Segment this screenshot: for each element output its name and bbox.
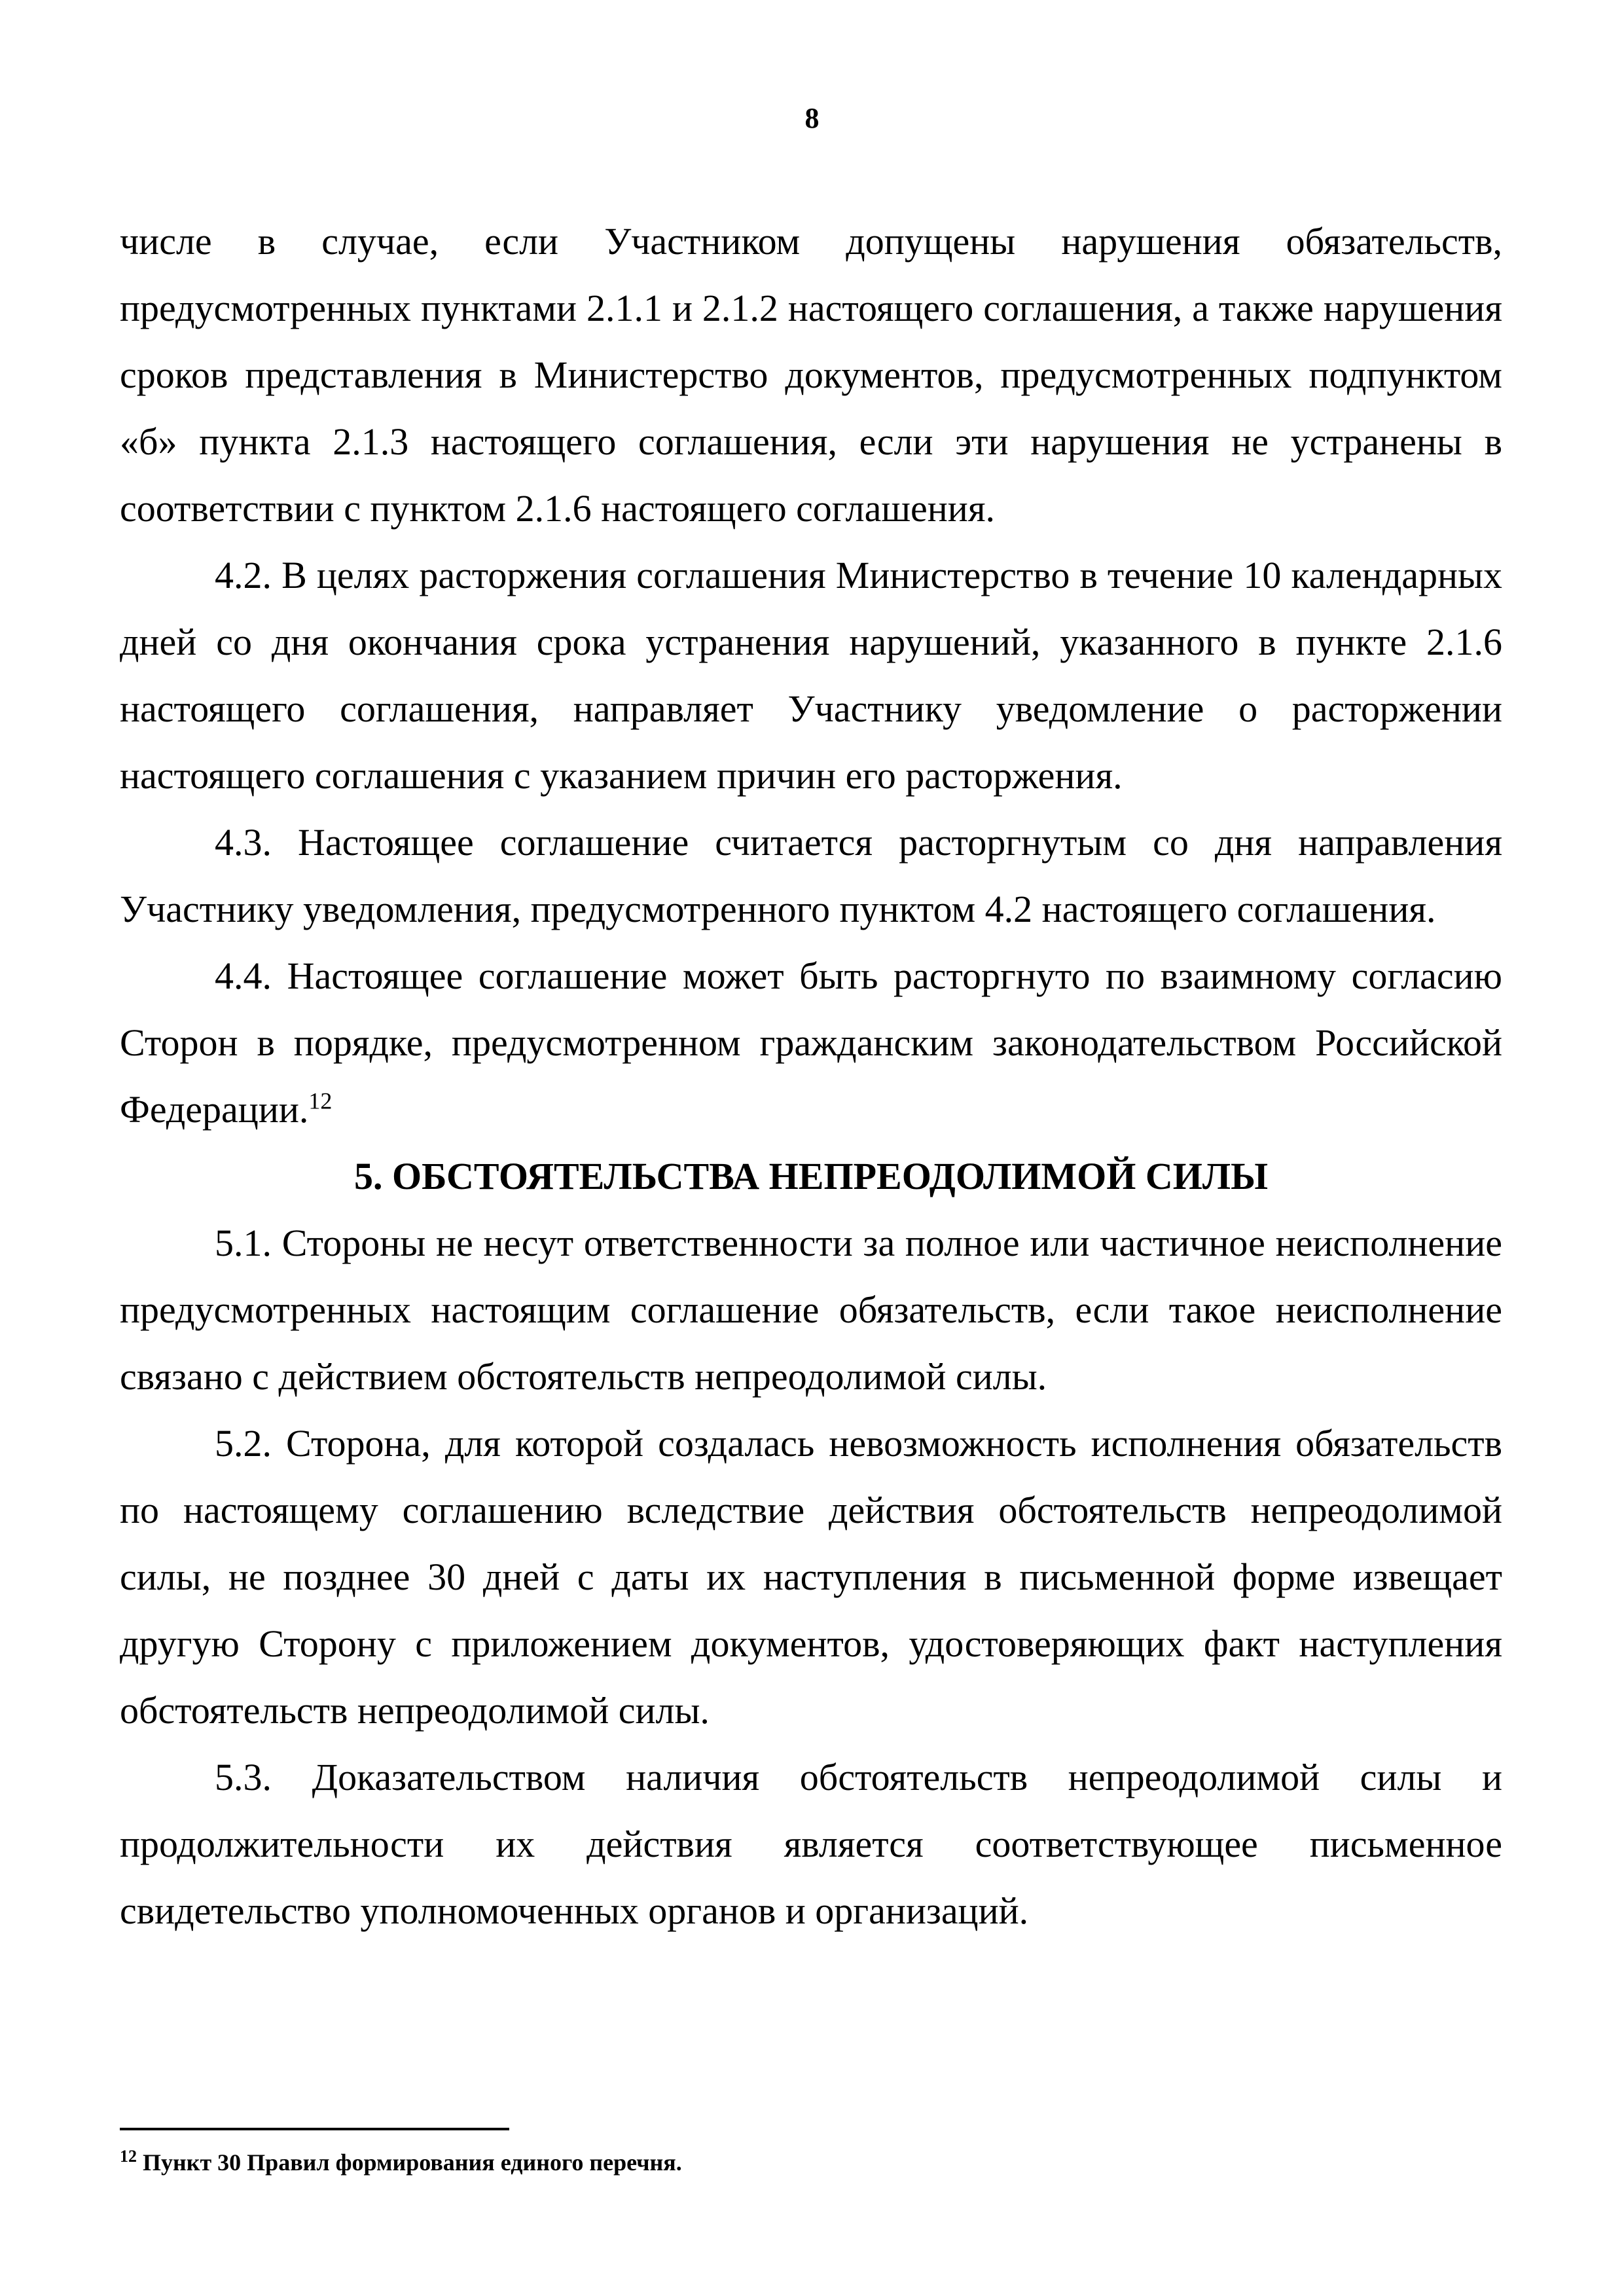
paragraph-continued: числе в случае, если Участником допущены нарушения обязательств, предусмотренных пунктами 2.1.1 и 2.1.2 настоящего соглашения, а также нарушения сроков представления в Министерство документов, предусмотренных подпунктом «б» пункта 2.1.3 настоящего соглашения, если эти нарушения не устранены в соответствии с пунктом 2.1.6 настоящего соглашения. [120,220,1502,530]
page-number: 8 [804,102,820,134]
footnote-separator [120,2128,509,2130]
section-5-heading: 5. ОБСТОЯТЕЛЬСТВА НЕПРЕОДОЛИМОЙ СИЛЫ [353,1155,1269,1197]
footnote-marker: 12 [120,2147,137,2166]
paragraph-4-4-text: 4.4. Настоящее соглашение может быть расторгнуто по взаимному согласию Сторон в порядке, предусмотренном гражданским законодательством Российской Федерации. [120,955,1502,1131]
paragraph-4-3: 4.3. Настоящее соглашение считается расторгнутым со дня направления Участнику уведомления, предусмотренного пунктом 4.2 настоящего соглашения. [120,821,1502,930]
footnote [120,2146,1502,2179]
paragraph-4-4 [120,943,1502,1143]
paragraph-4-2: 4.2. В целях расторжения соглашения Министерство в течение 10 календарных дней со дня окончания срока устранения нарушений, указанного в пункте 2.1.6 настоящего соглашения, направляет Участнику уведомление о расторжении настоящего соглашения с указанием причин его расторжения. [120,554,1502,797]
paragraph-5-2: 5.2. Сторона, для которой создалась невозможность исполнения обязательств по настоящему соглашению вследствие действия обстоятельств непреодолимой силы, не позднее 30 дней с даты их наступления в письменной форме извещает другую Сторону с приложением документов, удостоверяющих факт наступления обстоятельств непреодолимой силы. [120,1422,1502,1732]
footnote-text: Пункт 30 Правил формирования единого перечня. [143,2149,682,2176]
paragraph-5-1: 5.1. Стороны не несут ответственности за полное или частичное неисполнение предусмотренных настоящим соглашение обязательств, если такое неисполнение связано с действием обстоятельств непреодолимой силы. [120,1222,1502,1398]
paragraph-5-3: 5.3. Доказательством наличия обстоятельств непреодолимой силы и продолжительности их действия является соответствующее письменное свидетельство уполномоченных органов и организаций. [120,1756,1502,1932]
footnote-reference[interactable]: 12 [308,1087,333,1114]
document-body [120,208,1502,1944]
